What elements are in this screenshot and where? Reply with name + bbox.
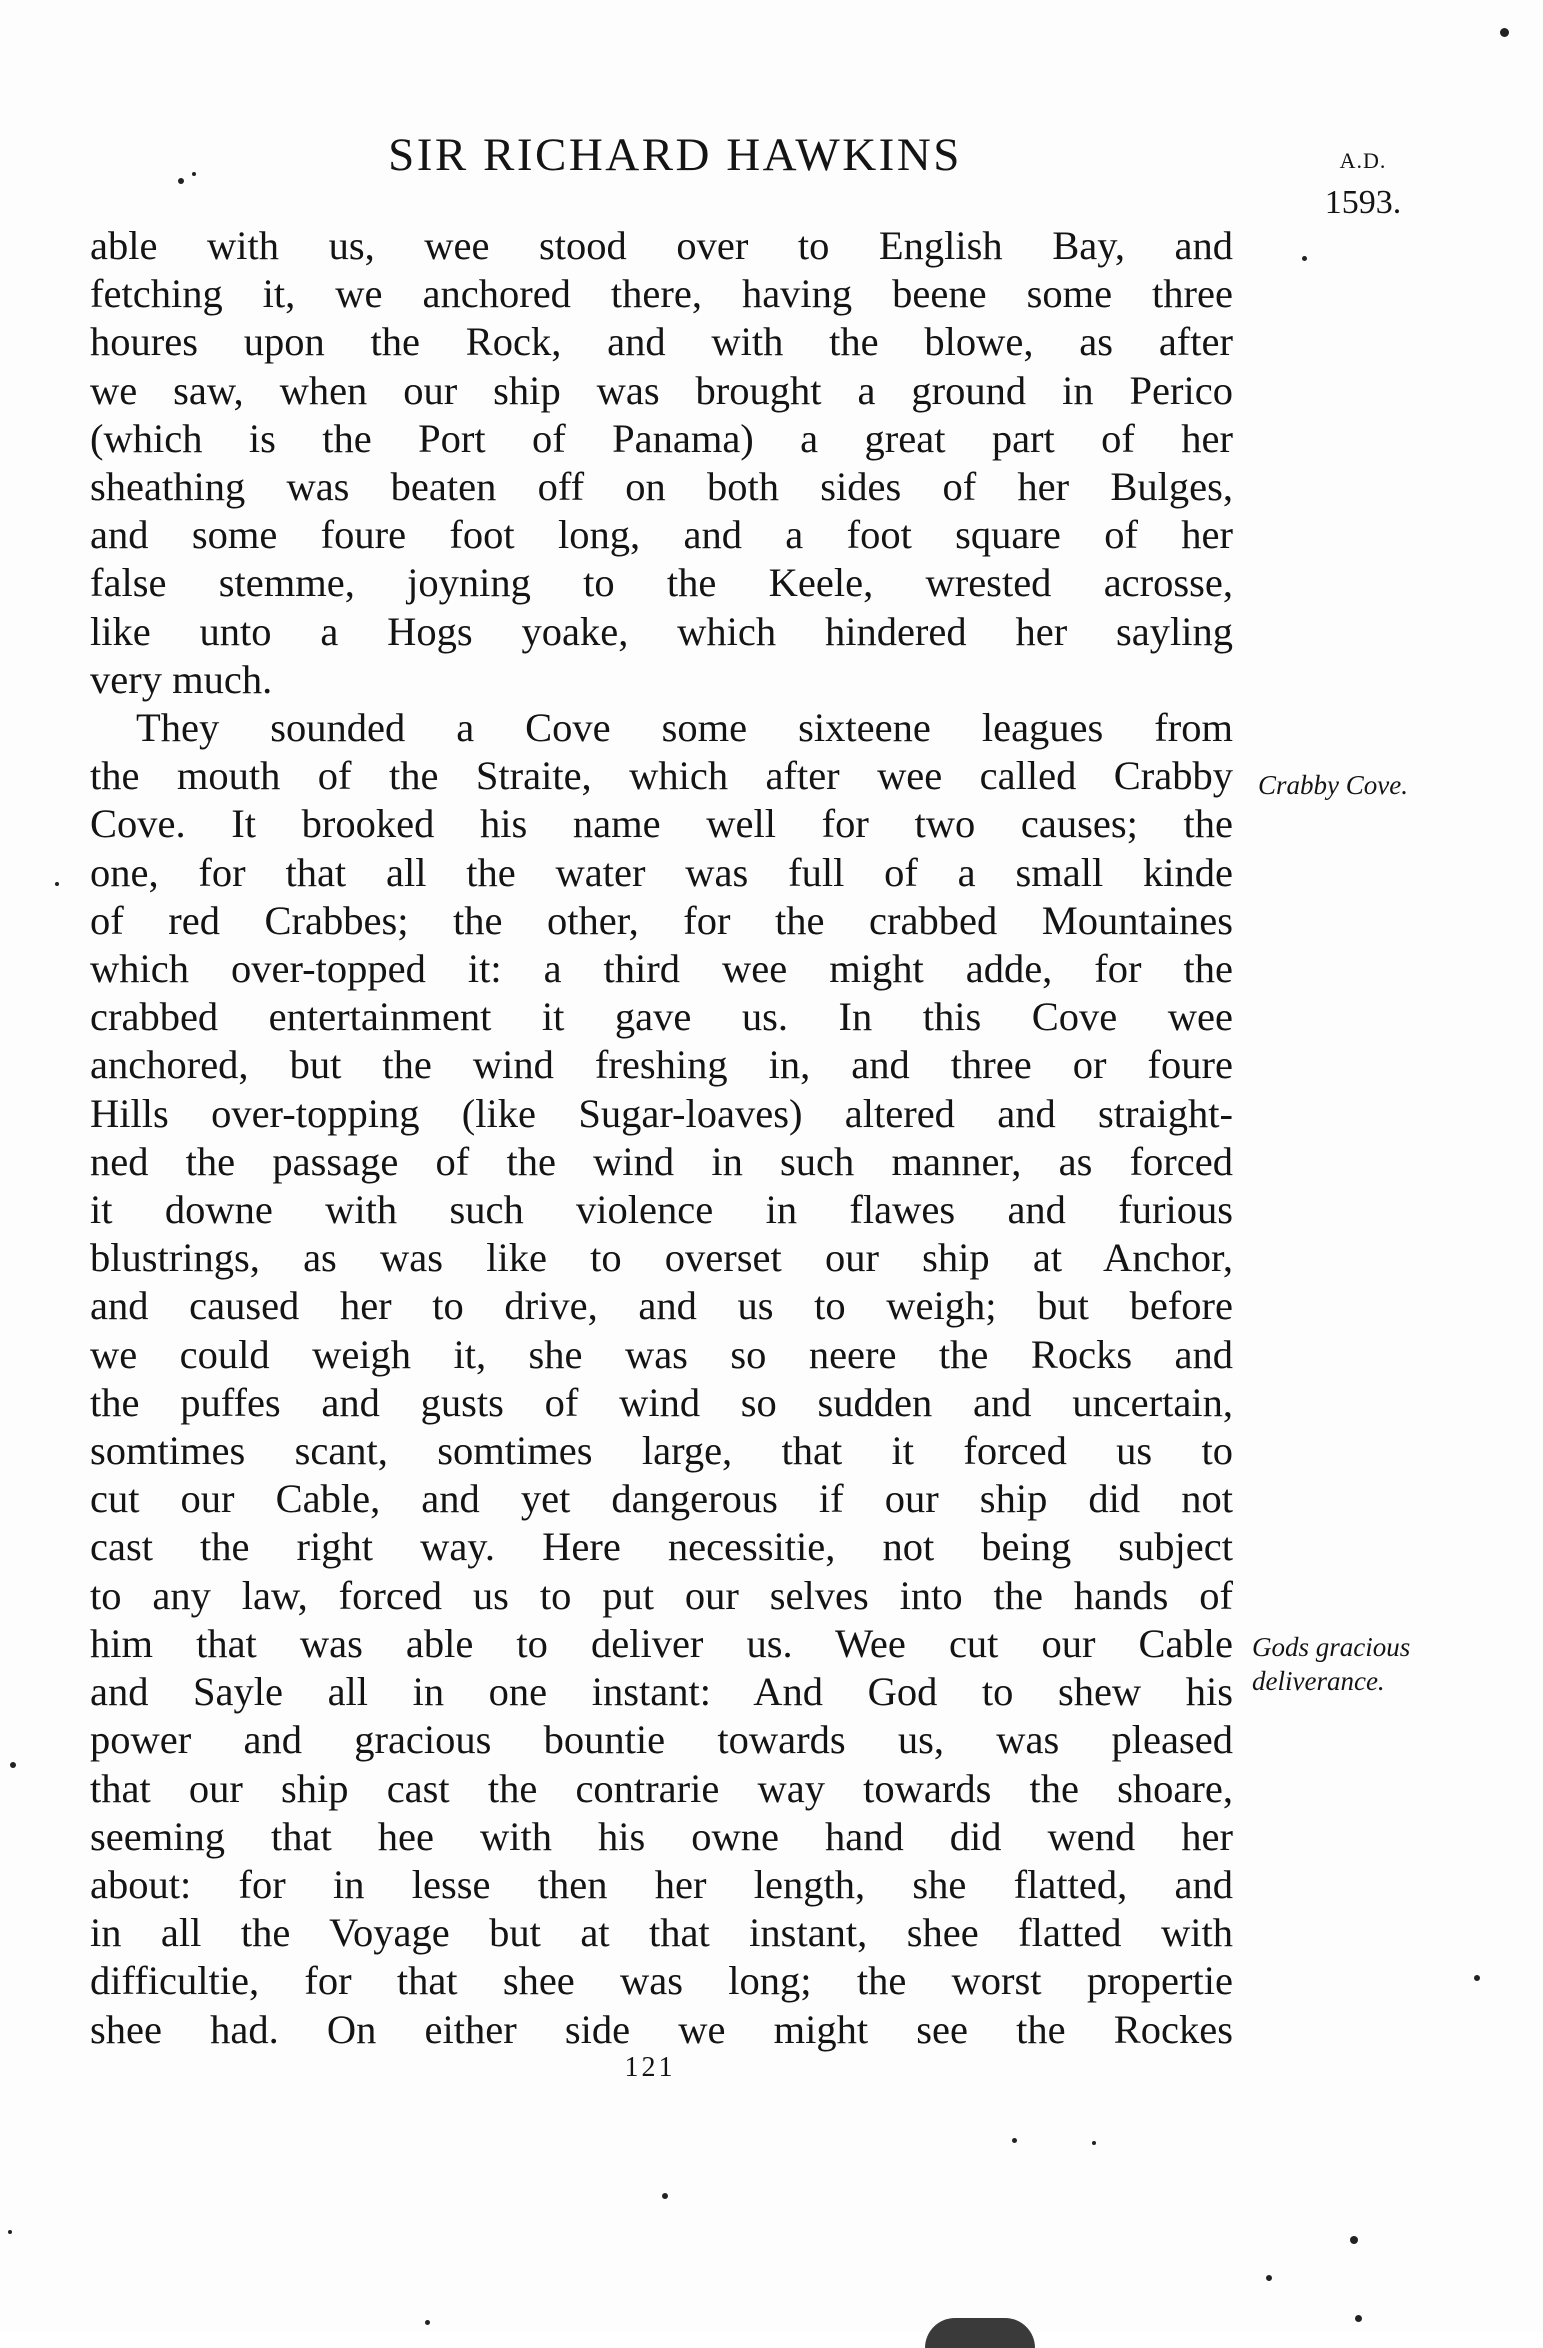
- text-line: able with us, wee stood over to English Bay, and: [90, 223, 1233, 268]
- text-line: we saw, when our ship was brought a ground in Perico: [90, 367, 1233, 413]
- scan-speck: [1266, 2275, 1272, 2281]
- text-line: anchored, but the wind freshing in, and three or foure: [90, 1042, 1233, 1088]
- text-line: in all the Voyage but at that instant, shee flatted with: [90, 1910, 1233, 1956]
- text-line: somtimes scant, somtimes large, that it forced us to: [90, 1428, 1233, 1474]
- scan-speck: [1350, 2236, 1358, 2244]
- text-line: to any law, forced us to put our selves into the hands of: [90, 1572, 1233, 1618]
- paragraph-2: [90, 704, 1233, 2054]
- text-line: Hills over-topping (like Sugar-loaves) altered and straight-: [90, 1090, 1233, 1136]
- text-line: false stemme, joyning to the Keele, wrested acrosse,: [90, 560, 1233, 606]
- text-line: They sounded a Cove some sixteene leagues from: [136, 705, 1233, 751]
- text-line: shee had. On either side we might see the Rockes: [90, 2006, 1233, 2052]
- text-line: and Sayle all in one instant: And God to shew his: [90, 1669, 1233, 1715]
- scan-speck: [1092, 2141, 1096, 2145]
- text-line: like unto a Hogs yoake, which hindered her sayling: [90, 608, 1233, 654]
- scan-speck: [1500, 28, 1509, 37]
- text-line: the mouth of the Straite, which after wee called Crabby: [90, 753, 1233, 799]
- text-line: power and gracious bountie towards us, was pleased: [90, 1717, 1233, 1763]
- text-line: (which is the Port of Panama) a great part of her: [90, 415, 1233, 461]
- scan-speck: [1474, 1975, 1480, 1981]
- margin-note-crabby-cove: Crabby Cove.: [1258, 770, 1408, 800]
- text-line: and some foure foot long, and a foot square of her: [90, 512, 1233, 558]
- scan-speck: [425, 2320, 430, 2325]
- running-title: SIR RICHARD HAWKINS: [388, 129, 962, 181]
- text-line: of red Crabbes; the other, for the crabbed Mountaines: [90, 897, 1233, 943]
- text-line: houres upon the Rock, and with the blowe, as after: [90, 319, 1233, 365]
- text-line: that our ship cast the contrarie way towards the shoare,: [90, 1765, 1233, 1811]
- scan-speck: [1302, 256, 1307, 261]
- scan-speck: [662, 2193, 668, 2199]
- date-margin: [1308, 148, 1418, 222]
- text-line: the puffes and gusts of wind so sudden and uncertain,: [90, 1379, 1233, 1425]
- text-line: sheathing was beaten off on both sides of her Bulges,: [90, 464, 1233, 510]
- text-line: blustrings, as was like to overset our ship at Anchor,: [90, 1235, 1233, 1281]
- text-line: ned the passage of the wind in such manner, as forced: [90, 1138, 1233, 1184]
- text-line: him that was able to deliver us. Wee cut our Cable: [90, 1620, 1233, 1666]
- scan-blot: [925, 2318, 1035, 2348]
- scan-speck: [10, 1762, 16, 1768]
- scan-speck: [178, 178, 184, 184]
- text-line: very much.: [90, 656, 273, 702]
- text-line: about: for in lesse then her length, she flatted, and: [90, 1861, 1233, 1907]
- text-line: which over-topped it: a third wee might adde, for the: [90, 946, 1233, 992]
- text-line: we could weigh it, she was so neere the Rocks and: [90, 1331, 1233, 1377]
- text-line: cast the right way. Here necessitie, not being subject: [90, 1524, 1233, 1570]
- margin-note-line: Gods gracious: [1252, 1632, 1411, 1662]
- text-line: cut our Cable, and yet dangerous if our ship did not: [90, 1476, 1233, 1522]
- era-label: A.D.: [1339, 148, 1387, 173]
- scan-speck: [1355, 2315, 1362, 2322]
- text-line: and caused her to drive, and us to weigh; but before: [90, 1283, 1233, 1329]
- scan-speck: [192, 172, 196, 176]
- text-line: difficultie, for that shee was long; the worst propertie: [90, 1958, 1233, 2004]
- scan-speck: [8, 2230, 12, 2234]
- text-line: crabbed entertainment it gave us. In this Cove wee: [90, 994, 1233, 1040]
- paragraph-1: [90, 222, 1233, 704]
- text-line: it downe with such violence in flawes and furious: [90, 1187, 1233, 1233]
- scan-speck: [55, 882, 59, 886]
- page-number: 121: [624, 2052, 676, 2083]
- scan-speck: [1012, 2138, 1017, 2143]
- text-line: Cove. It brooked his name well for two causes; the: [90, 801, 1233, 847]
- margin-note-gods-gracious: [1252, 1630, 1410, 1698]
- text-line: seeming that hee with his owne hand did wend her: [90, 1813, 1233, 1859]
- text-line: one, for that all the water was full of a small kinde: [90, 849, 1233, 895]
- margin-note-line: deliverance.: [1252, 1666, 1385, 1696]
- text-line: fetching it, we anchored there, having beene some three: [90, 271, 1233, 317]
- body-text: [90, 222, 1233, 2054]
- year-label: 1593.: [1324, 184, 1402, 221]
